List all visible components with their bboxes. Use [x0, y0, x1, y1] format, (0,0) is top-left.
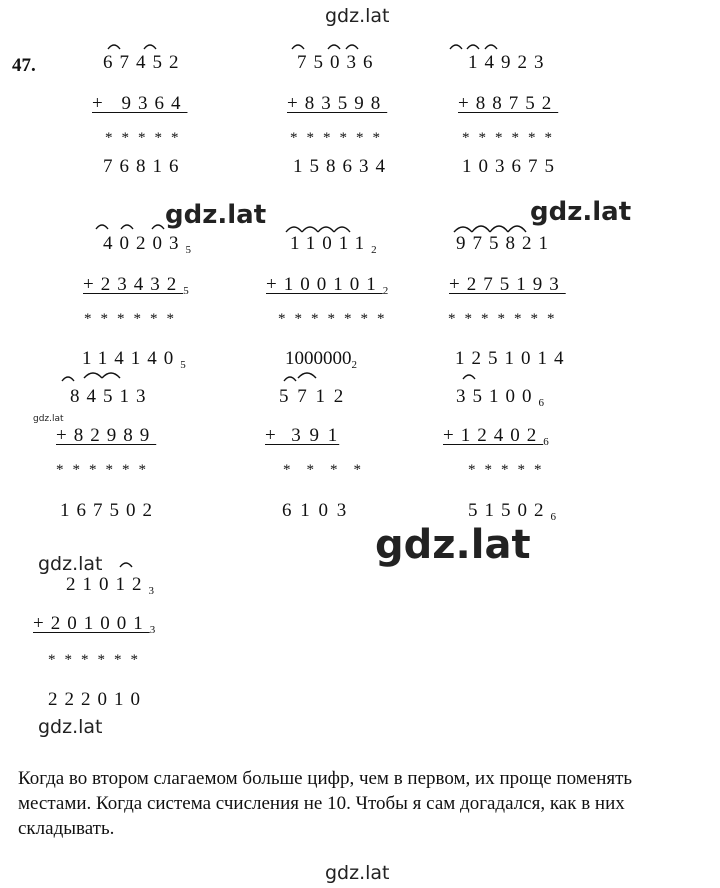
carry-arc	[334, 227, 350, 232]
problem-4-stars: ******	[84, 311, 183, 327]
problem-8-bottom: + 3 9 1	[265, 425, 340, 446]
carry-arc	[284, 377, 296, 381]
problem-7-bottom: +82989	[56, 425, 157, 446]
carry-arc	[292, 45, 304, 49]
problem-8-top: 5 7 1 2	[279, 386, 346, 407]
problem-7-top: 84513	[70, 386, 153, 407]
problem-1-stars: *****	[105, 130, 188, 146]
base-subscript: 6	[550, 511, 556, 523]
watermark-middle-right: gdz.lat	[530, 197, 632, 227]
problem-10-stars: ******	[48, 652, 147, 668]
watermark-left-upper: gdz.lat	[38, 553, 103, 575]
problem-3-bottom: +88752	[458, 93, 559, 114]
base-subscript: 5	[180, 359, 186, 371]
problem-7-stars: ******	[56, 462, 155, 478]
problem-2-stars: ******	[290, 130, 389, 146]
problem-3-stars: ******	[462, 130, 561, 146]
problem-5-stars: *******	[278, 311, 394, 327]
carry-arc	[472, 226, 490, 232]
problem-4-bottom: $+23432_5$	[83, 274, 189, 297]
base-subscript: 5	[183, 285, 189, 297]
watermark-left-lower: gdz.lat	[38, 716, 103, 738]
problem-5-top: $11011_2$	[290, 233, 377, 256]
carry-arc	[102, 373, 120, 378]
watermark-middle-left: gdz.lat	[165, 200, 267, 230]
problem-1-top: 67452	[103, 52, 186, 73]
carry-arc	[328, 45, 340, 49]
problem-9-stars: *****	[468, 462, 551, 478]
problem-10-bottom: $+201001_3$	[33, 613, 156, 636]
carry-arc	[454, 227, 472, 232]
carry-arc	[286, 227, 302, 232]
problem-number: 47.	[12, 55, 36, 76]
problem-3-result: 103675	[462, 156, 561, 177]
base-subscript: 2	[382, 285, 389, 297]
watermark-tiny: gdz.lat	[33, 414, 64, 424]
carry-arc	[318, 227, 334, 232]
problem-4-result: $114140_5$	[82, 348, 186, 371]
carry-arc	[96, 225, 108, 229]
carry-arc	[298, 373, 316, 378]
problem-6-bottom: +275193	[449, 274, 566, 295]
carry-arc	[508, 226, 526, 232]
problem-10-result: 222010	[48, 689, 147, 710]
problem-9-top: $35100_6$	[456, 386, 544, 409]
explanation-text: Когда во втором слагаемом больше цифр, чем в первом, их проще поменять местами. Когда система счисления не 10. Чтобы я сам догадался, как в них складывать.	[18, 768, 633, 839]
problem-9-bottom: $+12402_6$	[443, 425, 549, 448]
problem-3-top: 14923	[468, 52, 551, 73]
carry-arc	[152, 225, 164, 229]
carry-arc	[450, 45, 462, 49]
carry-arc	[108, 45, 120, 49]
problem-8-result: 6 1 0 3	[282, 500, 349, 521]
problem-1-bottom: + 9364	[92, 93, 188, 114]
base-subscript: 3	[149, 624, 156, 636]
problem-6-top: 975821	[456, 233, 555, 254]
problem-4-top: $40203_5$	[103, 233, 191, 256]
problem-2-bottom: +83598	[287, 93, 388, 114]
base-subscript: 2	[371, 244, 377, 256]
problem-7-result: 167502	[60, 500, 159, 521]
carry-arc	[463, 375, 475, 379]
problem-6-result: 1251014	[455, 348, 571, 369]
problem-5-bottom: $+100101_2$	[266, 274, 389, 297]
problem-9-result: $51502_6$	[468, 500, 556, 523]
carry-arc	[84, 373, 102, 378]
problem-2-top: 75036	[297, 52, 380, 73]
problem-10-top: $21012_3$	[66, 574, 154, 597]
carry-arc	[121, 225, 133, 229]
base-subscript: 6	[543, 436, 549, 448]
carry-arc	[302, 227, 318, 232]
watermark-large: gdz.lat	[375, 522, 531, 568]
problem-5-result: $1000000_2$	[285, 348, 357, 371]
carry-arc	[120, 563, 132, 567]
carry-arc	[485, 45, 497, 49]
carry-arc	[62, 377, 74, 381]
base-subscript: 6	[538, 397, 544, 409]
carry-arc	[467, 45, 479, 49]
watermark-bottom: gdz.lat	[325, 862, 390, 884]
base-subscript: 2	[351, 359, 357, 371]
problem-1-result: 76816	[103, 156, 186, 177]
problem-6-stars: *******	[448, 311, 564, 327]
carry-arc	[144, 45, 156, 49]
carry-arc	[346, 45, 358, 49]
base-subscript: 3	[148, 585, 154, 597]
watermark-top: gdz.lat	[325, 5, 390, 27]
base-subscript: 5	[185, 244, 191, 256]
problem-2-result: 158634	[293, 156, 392, 177]
problem-8-stars: ****	[283, 462, 377, 478]
carry-arc	[490, 226, 508, 232]
